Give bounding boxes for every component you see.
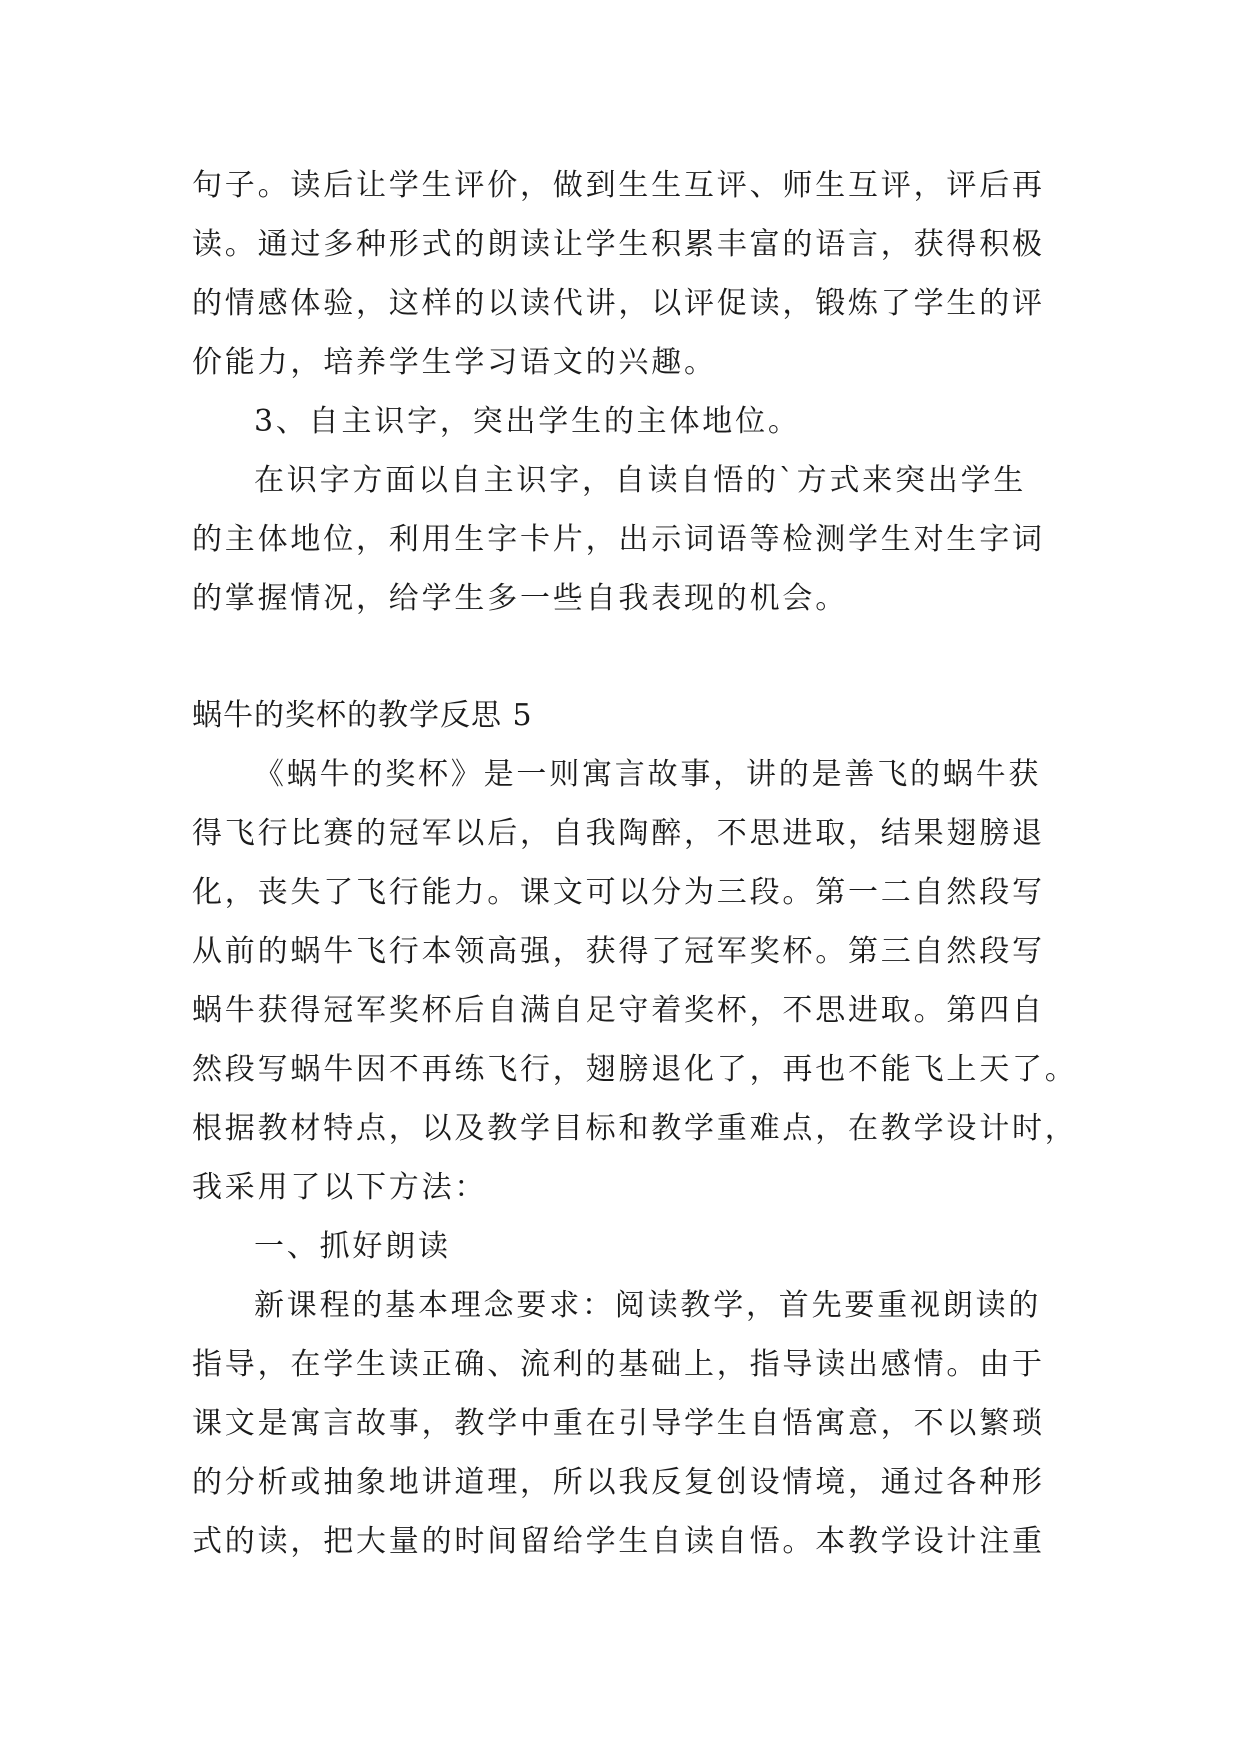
text-line: 我采用了以下方法： [192, 1170, 488, 1205]
text-line: 的掌握情况，给学生多一些自我表现的机会。 [192, 581, 848, 616]
subheading-3: 3、自主识字，突出学生的主体地位。 [254, 404, 801, 439]
text-line: 句子。读后让学生评价，做到生生互评、师生互评，评后再 [192, 168, 1045, 203]
text-line: 课文是寓言故事，教学中重在引导学生自悟寓意，不以繁琐 [192, 1406, 1045, 1441]
text-line: 价能力，培养学生学习语文的兴趣。 [192, 345, 717, 380]
text-line: 的分析或抽象地讲道理，所以我反复创设情境，通过各种形 [192, 1465, 1045, 1500]
text-line: 根据教材特点，以及教学目标和教学重难点，在教学设计时， [192, 1111, 1078, 1146]
section-title: 蜗牛的奖杯的教学反思 5 [192, 698, 533, 733]
text-line: 式的读，把大量的时间留给学生自读自悟。本教学设计注重 [192, 1524, 1045, 1559]
text-line: 《蜗牛的奖杯》是一则寓言故事，讲的是善飞的蜗牛获 [254, 757, 1042, 792]
text-line: 从前的蜗牛飞行本领高强，获得了冠军奖杯。第三自然段写 [192, 934, 1045, 969]
text-line: 得飞行比赛的冠军以后，自我陶醉，不思进取，结果翅膀退 [192, 816, 1045, 851]
subheading-1: 一、抓好朗读 [254, 1229, 451, 1264]
text-line: 读。通过多种形式的朗读让学生积累丰富的语言，获得积极 [192, 227, 1045, 262]
text-line: 的情感体验，这样的以读代讲，以评促读，锻炼了学生的评 [192, 286, 1045, 321]
text-line: 的主体地位，利用生字卡片，出示词语等检测学生对生字词 [192, 522, 1045, 557]
section-gap [192, 628, 1060, 686]
document-body [192, 156, 1078, 1571]
text-line: 新课程的基本理念要求：阅读教学，首先要重视朗读的 [254, 1288, 1042, 1323]
text-line: 然段写蜗牛因不再练飞行，翅膀退化了，再也不能飞上天了。 [192, 1052, 1078, 1087]
text-line: 化，丧失了飞行能力。课文可以分为三段。第一二自然段写 [192, 875, 1045, 910]
text-line: 蜗牛获得冠军奖杯后自满自足守着奖杯，不思进取。第四自 [192, 993, 1045, 1028]
text-line: 指导，在学生读正确、流利的基础上，指导读出感情。由于 [192, 1347, 1045, 1382]
text-line: 在识字方面以自主识字，自读自悟的`方式来突出学生 [254, 463, 1027, 498]
